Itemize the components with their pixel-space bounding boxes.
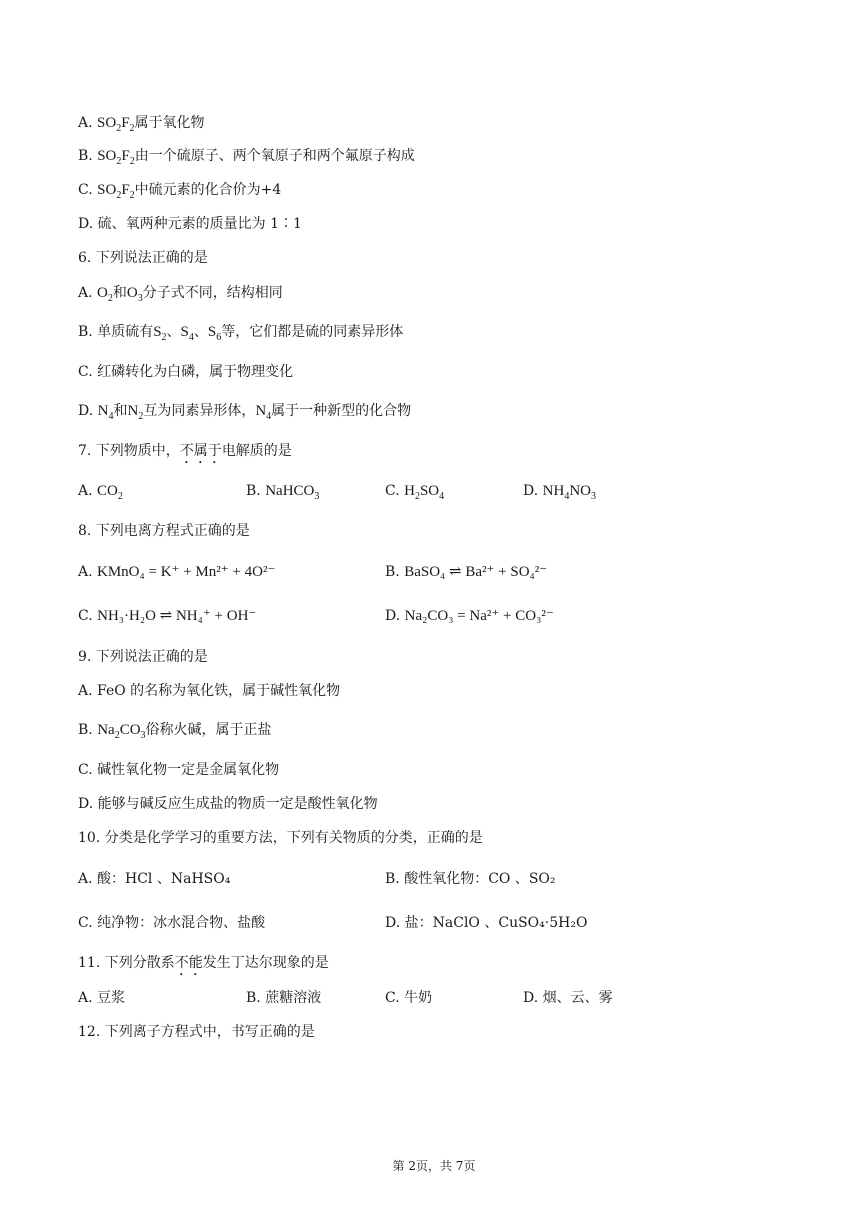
q9-option-a: A. FeO 的名称为氧化铁，属于碱性氧化物 bbox=[78, 683, 341, 699]
q7-option-a: A. $CO_2$ bbox=[78, 483, 123, 502]
q11-option-a: A. 豆浆 bbox=[78, 990, 126, 1006]
q11-stem: 11. 下列分散系不能发生丁达尔现象的是 bbox=[78, 955, 329, 971]
q9-option-b: B. $Na_2CO_3$俗称火碱，属于正盐 bbox=[78, 722, 272, 741]
q5-option-b: B. $SO_2F_2$由一个硫原子、两个氧原子和两个氟原子构成 bbox=[78, 148, 415, 167]
q7-option-d: D. $NH_4NO_3$ bbox=[523, 483, 596, 502]
q8-option-c: C. NH₃·H₂O ⇌ NH₄⁺ + OH⁻ bbox=[78, 608, 257, 624]
q6-stem: 6. 下列说法正确的是 bbox=[78, 250, 208, 266]
q8-stem: 8. 下列电离方程式正确的是 bbox=[78, 523, 250, 539]
q10-option-b: B. 酸性氧化物：CO 、SO₂ bbox=[385, 871, 556, 887]
emphasis-dots: 不能 bbox=[174, 955, 203, 971]
q9-option-d: D. 能够与碱反应生成盐的物质一定是酸性氧化物 bbox=[78, 796, 378, 812]
q10-option-c: C. 纯净物：冰水混合物、盐酸 bbox=[78, 915, 266, 931]
q5-option-a: A. $SO_2F_2$属于氧化物 bbox=[78, 115, 205, 134]
q6-option-a: A. $O_2$和$O_3$分子式不同，结构相同 bbox=[78, 285, 283, 304]
emphasis-dots: 不属于 bbox=[179, 443, 222, 459]
q10-option-a: A. 酸：HCl 、NaHSO₄ bbox=[78, 871, 231, 887]
q8-option-a: A. KMnO₄ = K⁺ + Mn²⁺ + 4O²⁻ bbox=[78, 564, 276, 580]
q6-option-d: D. $N_4$和$N_2$互为同素异形体，$N_4$属于一种新型的化合物 bbox=[78, 403, 412, 422]
q11-option-d: D. 烟、云、雾 bbox=[523, 990, 613, 1006]
q9-option-c: C. 碱性氧化物一定是金属氧化物 bbox=[78, 762, 280, 778]
q9-stem: 9. 下列说法正确的是 bbox=[78, 649, 208, 665]
q11-option-b: B. 蔗糖溶液 bbox=[246, 990, 322, 1006]
q12-stem: 12. 下列离子方程式中，书写正确的是 bbox=[78, 1024, 315, 1040]
q8-option-d: D. Na₂CO₃ = Na²⁺ + CO₃²⁻ bbox=[385, 608, 554, 624]
page-number: 第 2页，共 7页 bbox=[392, 1159, 476, 1173]
q8-option-b: B. BaSO₄ ⇌ Ba²⁺ + SO₄²⁻ bbox=[385, 564, 548, 580]
q10-option-d: D. 盐：NaClO 、CuSO₄·5H₂O bbox=[385, 915, 588, 931]
q6-option-c: C. 红磷转化为白磷，属于物理变化 bbox=[78, 364, 294, 380]
q7-option-c: C. $H_2SO_4$ bbox=[385, 483, 445, 502]
q5-option-c: C. $SO_2F_2$中硫元素的化合价为+4 bbox=[78, 182, 282, 201]
q10-stem: 10. 分类是化学学习的重要方法，下列有关物质的分类，正确的是 bbox=[78, 830, 483, 846]
q5-option-d: D. 硫、氧两种元素的质量比为 1∶1 bbox=[78, 216, 302, 232]
q7-option-b: B. NaHCO$_3$ bbox=[246, 483, 320, 502]
q7-stem: 7. 下列物质中，不属于电解质的是 bbox=[78, 443, 292, 459]
q11-option-c: C. 牛奶 bbox=[385, 990, 433, 1006]
q6-option-b: B. 单质硫有$S_2$、$S_4$、$S_6$等，它们都是硫的同素异形体 bbox=[78, 324, 404, 343]
